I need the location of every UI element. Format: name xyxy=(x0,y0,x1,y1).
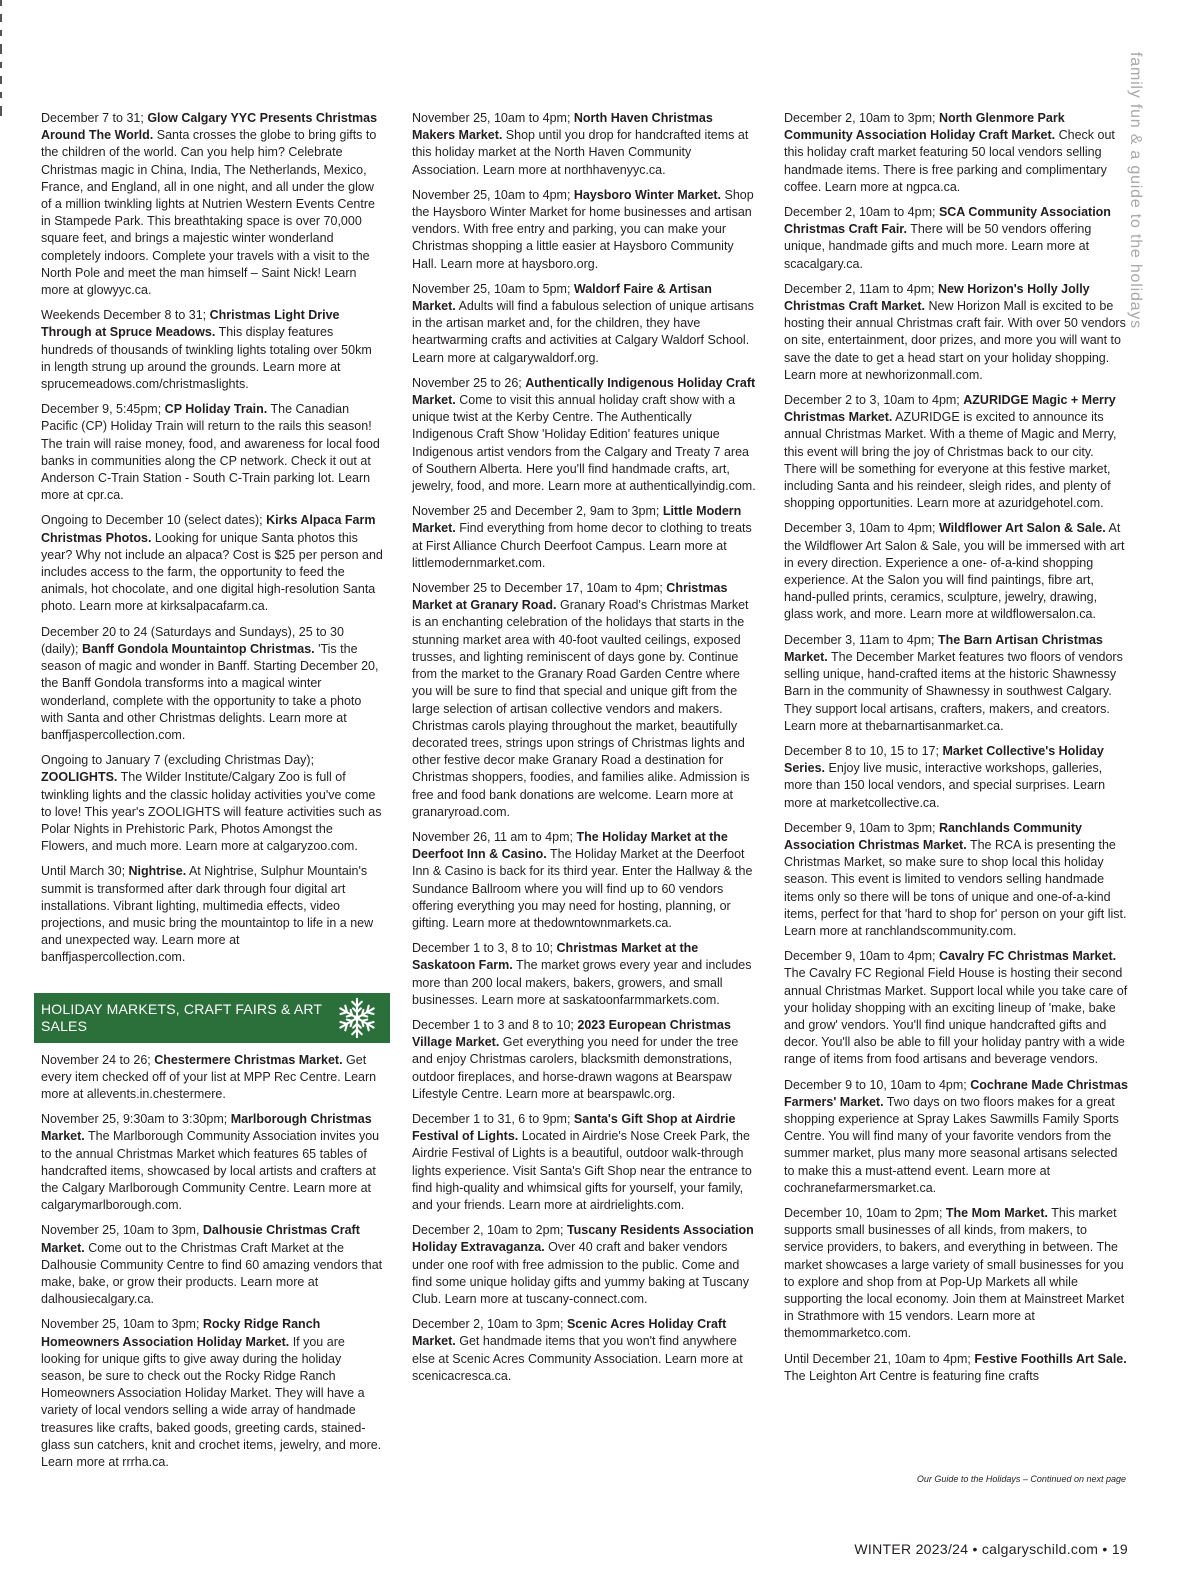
event-title: Marlborough Christmas Market. xyxy=(41,1112,372,1144)
event-date: December 10, 10am to 2pm; xyxy=(784,1205,946,1220)
event-date: November 25 and December 2, 9am to 3pm; xyxy=(412,504,663,519)
event-date: December 1 to 3, 8 to 10; xyxy=(412,941,557,956)
event-title: Santa's Gift Shop at Airdrie Festival of Lights. xyxy=(412,1111,736,1144)
event-entry xyxy=(412,580,756,821)
event-entry xyxy=(784,204,1128,273)
event-date: December 9, 10am to 3pm; xyxy=(784,820,939,835)
event-title: CP Holiday Train. xyxy=(164,402,268,417)
event-date: December 1 to 3 and 8 to 10; xyxy=(412,1017,578,1032)
event-description: AZURIDGE is excited to announce its annual Christmas Market. With a theme of Magic and Merry, this event will bring the joy of Christmas back to our city. There will be something for everyone at this festive market, including Santa and his reindeer, sleigh rides, and plenty of shopping opportunities. Learn more at azuridgehotel.com. xyxy=(784,410,1117,511)
event-date: November 25, 10am to 3pm; xyxy=(41,1317,203,1332)
column-3 xyxy=(784,110,1128,1393)
event-entry xyxy=(41,863,383,966)
event-date: November 25, 10am to 4pm; xyxy=(412,111,574,125)
event-title: Tuscany Residents Association Holiday Extravaganza. xyxy=(412,1223,754,1255)
event-date: December 3, 11am to 4pm; xyxy=(784,632,939,647)
event-entry xyxy=(412,1017,756,1103)
event-date: December 7 to 31; xyxy=(41,111,148,125)
event-date: December 2, 10am to 3pm; xyxy=(412,1317,567,1332)
event-description: Located in Airdrie's Nose Creek Park, the Airdrie Festival of Lights is a beautiful, outdoor walk-through lights experience. Visit Santa's Gift Shop near the entrance to find high-quality and whimsical gifts for yourself, your family, and your friends. Learn more at airdrielights.com. xyxy=(412,1129,752,1212)
event-title: The Holiday Market at the Deerfoot Inn & Casino. xyxy=(412,829,728,862)
event-description: This market supports small businesses of all kinds, from makers, to service providers, to bakers, and everything in between. The market showcases a large variety of small businesses for you to explore and shop from at Pop-Up Markets all while supporting the local economy. Join them at Mainstreet Market in Strathmore with 15 vendors. Learn more at themommarketco.com. xyxy=(784,1205,1125,1341)
event-description: The market grows every year and includes more than 200 local makers, bakers, growers, and small businesses. Learn more at saskatoonfarmmarkets.com. xyxy=(412,958,752,1007)
event-date: Until March 30; xyxy=(41,864,129,879)
event-entry xyxy=(784,520,1128,623)
event-description: The Canadian Pacific (CP) Holiday Train will return to the rails this season! The train will raise money, food, and awareness for local food banks in communities along the CP network. Check it out at Anderson C-Train Station - South C-Train parking lot. Learn more at cpr.ca. xyxy=(41,402,380,503)
event-date: Weekends December 8 to 31; xyxy=(41,308,210,323)
event-title: Christmas Light Drive Through at Spruce Meadows. xyxy=(41,308,340,340)
event-title: New Horizon's Holly Jolly Christmas Craft Market. xyxy=(784,281,1090,314)
event-entry xyxy=(784,1077,1128,1197)
event-title: ZOOLIGHTS. xyxy=(41,770,118,785)
column-2 xyxy=(412,110,756,1393)
event-entry xyxy=(784,1351,1128,1385)
event-entry xyxy=(412,1222,756,1308)
event-entry xyxy=(41,512,383,615)
event-title: Scenic Acres Holiday Craft Market. xyxy=(412,1317,727,1349)
event-date: December 20 to 24 (Saturdays and Sundays), 25 to 30 (daily); xyxy=(41,624,344,656)
event-description: Check out this holiday craft market featuring 50 local vendors selling handmade items. There is free parking and complimentary coffee. Learn more at ngpca.ca. xyxy=(784,128,1115,194)
event-title: North Haven Christmas Makers Market. xyxy=(412,111,713,143)
event-title: Festive Foothills Art Sale. xyxy=(974,1351,1127,1366)
event-entry xyxy=(412,110,756,179)
event-date: November 25 to December 17, 10am to 4pm; xyxy=(412,581,667,596)
event-description: At the Wildflower Art Salon & Sale, you will be immersed with art in every direction. Experience a one- of-a-kind shopping experience. At the Salon you will find paintings, fibre art, hand-pulled prints, ceramics, sculpture, jewelry, drawing, glass work, and more. Learn more at wildflowersalon.ca. xyxy=(784,521,1125,622)
event-entry xyxy=(784,743,1128,812)
event-title: Cavalry FC Christmas Market. xyxy=(938,949,1117,964)
event-title: Ranchlands Community Association Christmas Market. xyxy=(784,820,1083,852)
event-date: December 2 to 3, 10am to 4pm; xyxy=(784,393,964,408)
event-description: Get every item checked off of your list at MPP Rec Centre. Learn more at allevents.in.chestermere. xyxy=(41,1052,377,1101)
event-title: The Barn Artisan Christmas Market. xyxy=(784,632,1103,664)
event-date: December 2, 10am to 4pm; xyxy=(784,205,939,220)
event-description: Looking for unique Santa photos this year? Why not include an alpaca? Cost is $25 per person and includes access to the farm, the opportunity to feed the animals, hot chocolate, and one digital high-resolution Santa photo. Learn more at kirksalpacafarm.ca. xyxy=(41,530,383,614)
event-entry xyxy=(41,401,383,504)
snowflake-icon xyxy=(334,995,380,1041)
event-date: November 25, 9:30am to 3:30pm; xyxy=(41,1112,231,1127)
event-entry xyxy=(412,829,756,932)
event-description: Come to visit this annual holiday craft show with a unique twist at the Kerby Centre. The Authentically Indigenous Craft Show 'Holiday Edition' features unique Indigenous artist vendors from the Calgary and Treaty 7 area of Southern Alberta. Here you'll find handmade crafts, art, jewelry, food, and more. Learn more at authenticallyindig.com. xyxy=(412,393,756,494)
event-title: SCA Community Association Christmas Craft Fair. xyxy=(784,205,1111,237)
event-entry xyxy=(784,820,1128,940)
event-title: North Glenmore Park Community Association Holiday Craft Market. xyxy=(784,111,1065,143)
event-description: Get handmade items that you won't find anywhere else at Scenic Acres Community Association. Learn more at scenicacresca.ca. xyxy=(412,1334,743,1383)
event-entry xyxy=(784,1205,1128,1343)
event-title: Market Collective's Holiday Series. xyxy=(784,743,1104,776)
section-band xyxy=(34,993,390,1043)
event-description: The December Market features two floors of vendors selling unique, hand-crafted items at the historic Shawnessy Barn in the community of Shawnessy in southwest Calgary. They support local artisans, crafters, makers, and creators. Learn more at thebarnartisanmarket.ca. xyxy=(784,649,1123,733)
event-date: December 9, 10am to 4pm; xyxy=(784,949,939,964)
event-title: Glow Calgary YYC Presents Christmas Around The World. xyxy=(41,111,378,143)
event-title: Banff Gondola Mountaintop Christmas. xyxy=(81,641,315,656)
event-entry xyxy=(41,752,383,855)
event-entry xyxy=(412,1111,756,1214)
event-description: The Marlborough Community Association invites you to the annual Christmas Market which features 65 tables of handcrafted items, showcased by local artists and crafters at the Calgary Marlborough Community Centre. Learn more at calgarymarlborough.com. xyxy=(41,1129,380,1213)
event-entry xyxy=(41,1316,383,1471)
event-date: December 8 to 10, 15 to 17; xyxy=(784,743,943,758)
event-date: December 2, 11am to 4pm; xyxy=(784,281,939,296)
event-entry xyxy=(784,632,1128,735)
column-1-market-events xyxy=(41,1052,383,1472)
event-description: The RCA is presenting the Christmas Market, so make sure to shop local this holiday season. This event is limited to vendors selling handmade items only so there will be tons of unique and one-of-a-kind items, perfect for that 'hard to shop for' person on your gift list. Learn more at ranchlandscommunity.com. xyxy=(784,837,1127,938)
event-title: Waldorf Faire & Artisan Market. xyxy=(412,281,712,314)
event-date: November 25 to 26; xyxy=(412,375,526,390)
event-description: If you are looking for unique gifts to give away during the holiday season, be sure to check out the Rocky Ridge Ranch Homeowners Association Holiday Market. They will have a variety of local vendors selling a wide array of handmade treasures like crafts, baked goods, greeting cards, stained-glass sun catchers, knit and crochet items, jewelry, and more. Learn more at rrrha.ca. xyxy=(41,1334,382,1470)
event-title: AZURIDGE Magic + Merry Christmas Market. xyxy=(784,393,1116,425)
event-entry xyxy=(41,1111,383,1214)
event-title: Cochrane Made Christmas Farmers' Market. xyxy=(784,1077,1128,1109)
event-date: December 9, 5:45pm; xyxy=(41,402,165,417)
event-description: Enjoy live music, interactive workshops, galleries, more than 150 local vendors, and special surprises. Learn more at marketcollective.ca. xyxy=(784,761,1106,810)
event-date: November 24 to 26; xyxy=(41,1052,155,1067)
event-entry xyxy=(412,1316,756,1385)
event-description: Santa crosses the globe to bring gifts to the children of the world. Can you help him? Celebrate Christmas magic in China, India, The Netherlands, Mexico, France, and England, all in one night, and all under the glow of a million twinkling lights at Nutrien Western Events Centre in Stampede Park. This breathtaking space is over 70,000 square feet, and brings a majestic winter wonderland completely indoors. Complete your travels with a visit to the North Pole and meet the man himself – Saint Nick! Learn more at glowyyc.ca. xyxy=(41,128,377,298)
event-entry xyxy=(41,1222,383,1308)
event-description: Get everything you need for under the tree and enjoy Christmas carolers, blacksmith demonstrations, outdoor fireplaces, and horse-drawn wagons at Bearspaw Lifestyle Centre. Learn more at bearspawlc.org. xyxy=(412,1035,739,1101)
column-1 xyxy=(41,110,383,1479)
event-entry xyxy=(412,375,756,495)
event-description: Granary Road's Christmas Market is an enchanting celebration of the holidays that starts in the stunning market area with 40-foot vaulted ceilings, exposed trusses, and lighting reminiscent of days gone by. Continue from the market to the Granary Road Garden Centre where you will be sure to find that special and unique gift from the large selection of artisan collective vendors and makers. Christmas carols playing throughout the market, beautifully decorated trees, strings upon strings of Christmas lights and other festive decor make Granary Road a destination for Christmas shoppers, foodies, and families alike. Admission is free and food bank donations are welcome. Learn more at granaryroad.com. xyxy=(412,598,750,819)
event-description: Come out to the Christmas Craft Market at the Dalhousie Community Centre to find 60 amazing vendors that make, bake, or grow their products. Learn more at dalhousiecalgary.ca. xyxy=(41,1240,383,1307)
event-description: 'Tis the season of magic and wonder in Banff. Starting December 20, the Banff Gondola transforms into a magical winter wonderland, complete with the opportunity to take a photo with Santa and other Christmas delights. Learn more at banffjaspercollection.com. xyxy=(41,641,379,742)
event-date: November 26, 11 am to 4pm; xyxy=(412,829,577,844)
page-footer: WINTER 2023/24 • calgaryschild.com • 19 xyxy=(854,1541,1128,1557)
event-date: December 1 to 31, 6 to 9pm; xyxy=(412,1111,574,1126)
event-description: There will be 50 vendors offering unique, handmade gifts and much more. Learn more at scacalgary.ca. xyxy=(784,222,1092,271)
event-entry xyxy=(41,624,383,744)
event-description: Shop the Haysboro Winter Market for home businesses and artisan vendors. With free entry and parking, you can make your Christmas shopping a little easier at Haysboro Community Hall. Learn more at haysboro.org. xyxy=(412,187,754,271)
event-description: Over 40 craft and baker vendors under one roof with free admission to the public. Come and find some unique holiday gifts and yummy baking at Tuscany Club. Learn more at tuscany-connect.com. xyxy=(412,1240,749,1306)
event-entry xyxy=(41,110,383,299)
event-description: This display features hundreds of thousands of twinkling lights totaling over 50km in length strung up around the grounds. Learn more at sprucemeadows.com/christmaslights. xyxy=(41,325,372,392)
event-title: Nightrise. xyxy=(128,864,187,879)
event-entry xyxy=(784,948,1128,1068)
event-date: December 3, 10am to 4pm; xyxy=(784,521,939,536)
event-date: Ongoing to January 7 (excluding Christmas Day); xyxy=(41,753,315,768)
event-title: Chestermere Christmas Market. xyxy=(154,1052,343,1067)
event-date: November 25, 10am to 5pm; xyxy=(412,281,574,296)
event-description: Adults will find a fabulous selection of unique artisans in the artisan market and, for the children, they have heartwarming crafts and activities at Calgary Waldorf School. Learn more at calgarywaldorf.org. xyxy=(412,299,754,365)
event-title: The Mom Market. xyxy=(945,1205,1048,1220)
event-description: The Cavalry FC Regional Field House is hosting their second annual Christmas Market. Support local while you take care of your holiday shopping with an exciting lineup of 'make, bake and grow' vendors. You'll find unique handcrafted gifts and decor. You'll also be able to fill your holiday pantry with a wide range of items from food artisans and beverage vendors. xyxy=(784,966,1128,1067)
event-description: Shop until you drop for handcrafted items at this holiday market at the North Haven Community Association. Learn more at northhavenyyc.ca. xyxy=(412,128,749,177)
event-date: December 9 to 10, 10am to 4pm; xyxy=(784,1077,971,1092)
event-title: Kirks Alpaca Farm Christmas Photos. xyxy=(41,513,376,545)
event-entry xyxy=(412,503,756,572)
event-description: Two days on two floors makes for a great shopping experience at Spray Lakes Sawmills Family Sports Centre. You will find many of your favorite vendors from the summer market, plus many more seasonal artisans selected to make this a must-attend event. Learn more at cochranefarmersmarket.ca. xyxy=(784,1094,1119,1195)
event-date: November 25, 10am to 4pm; xyxy=(412,187,574,202)
event-entry xyxy=(412,187,756,273)
event-title: Dalhousie Christmas Craft Market. xyxy=(41,1223,360,1255)
event-title: Rocky Ridge Ranch Homeowners Association Holiday Market. xyxy=(41,1317,321,1349)
event-entry xyxy=(412,281,756,367)
event-title: Wildflower Art Salon & Sale. xyxy=(938,521,1106,536)
event-date: December 2, 10am to 3pm; xyxy=(784,111,939,125)
event-date: December 2, 10am to 2pm; xyxy=(412,1223,567,1238)
event-description: The Wilder Institute/Calgary Zoo is full of twinkling lights and the classic holiday activities you've come to love! This year's ZOOLIGHTS will feature activities such as Polar Nights in Prehistoric Park, Photos Amongst the Flowers, and much more. Learn more at calgaryzoo.com. xyxy=(41,770,382,854)
section-side-tab: family fun & a guide to the holidays xyxy=(1127,52,1144,329)
event-entry xyxy=(41,307,383,393)
continued-note: Our Guide to the Holidays – Continued on next page xyxy=(916,1474,1126,1484)
event-title: Christmas Market at the Saskatoon Farm. xyxy=(412,941,699,973)
event-title: 2023 European Christmas Village Market. xyxy=(412,1017,731,1050)
event-description: New Horizon Mall is excited to be hosting their annual Christmas craft fair. With over 50 vendors on site, entertainment, door prizes, and more you will want to save the date to get a head start on your holiday shopping. Learn more at newhorizonmall.com. xyxy=(784,299,1126,382)
event-title: Haysboro Winter Market. xyxy=(573,187,722,202)
event-title: Authentically Indigenous Holiday Craft Market. xyxy=(412,375,756,408)
column-1-events xyxy=(41,110,383,967)
event-entry xyxy=(784,281,1128,384)
event-title: Little Modern Market. xyxy=(412,504,742,536)
event-description: The Holiday Market at the Deerfoot Inn & Casino is back for its third year. Enter the Hallway & the Sundance Ballroom where you will find up to 60 vendors offering everything you may need for hosting, planning, or gifting. Learn more at thedowntownmarkets.ca. xyxy=(412,847,753,930)
event-date: Until December 21, 10am to 4pm; xyxy=(784,1351,975,1366)
event-description: At Nightrise, Sulphur Mountain's summit is transformed after dark through four digital art installations. Vibrant lighting, multimedia effects, video projections, and music bring the mountaintop to life in a new and unexpected way. Learn more at banffjaspercollection.com. xyxy=(41,864,374,965)
event-entry xyxy=(412,940,756,1009)
event-description: The Leighton Art Centre is featuring fine crafts xyxy=(784,1368,1039,1383)
event-title: Christmas Market at Granary Road. xyxy=(412,581,728,613)
event-description: Find everything from home decor to clothing to treats at First Alliance Church Deerfoot Campus. Learn more at littlemodernmarket.com. xyxy=(412,521,752,570)
section-band-title: HOLIDAY MARKETS, CRAFT FAIRS & ART SALES xyxy=(41,1000,322,1034)
page-edge-marks xyxy=(0,0,4,140)
event-entry xyxy=(784,392,1128,512)
event-entry xyxy=(41,1052,383,1104)
event-entry xyxy=(784,110,1128,196)
event-date: Ongoing to December 10 (select dates); xyxy=(41,513,267,528)
event-date: November 25, 10am to 3pm, xyxy=(41,1223,203,1238)
